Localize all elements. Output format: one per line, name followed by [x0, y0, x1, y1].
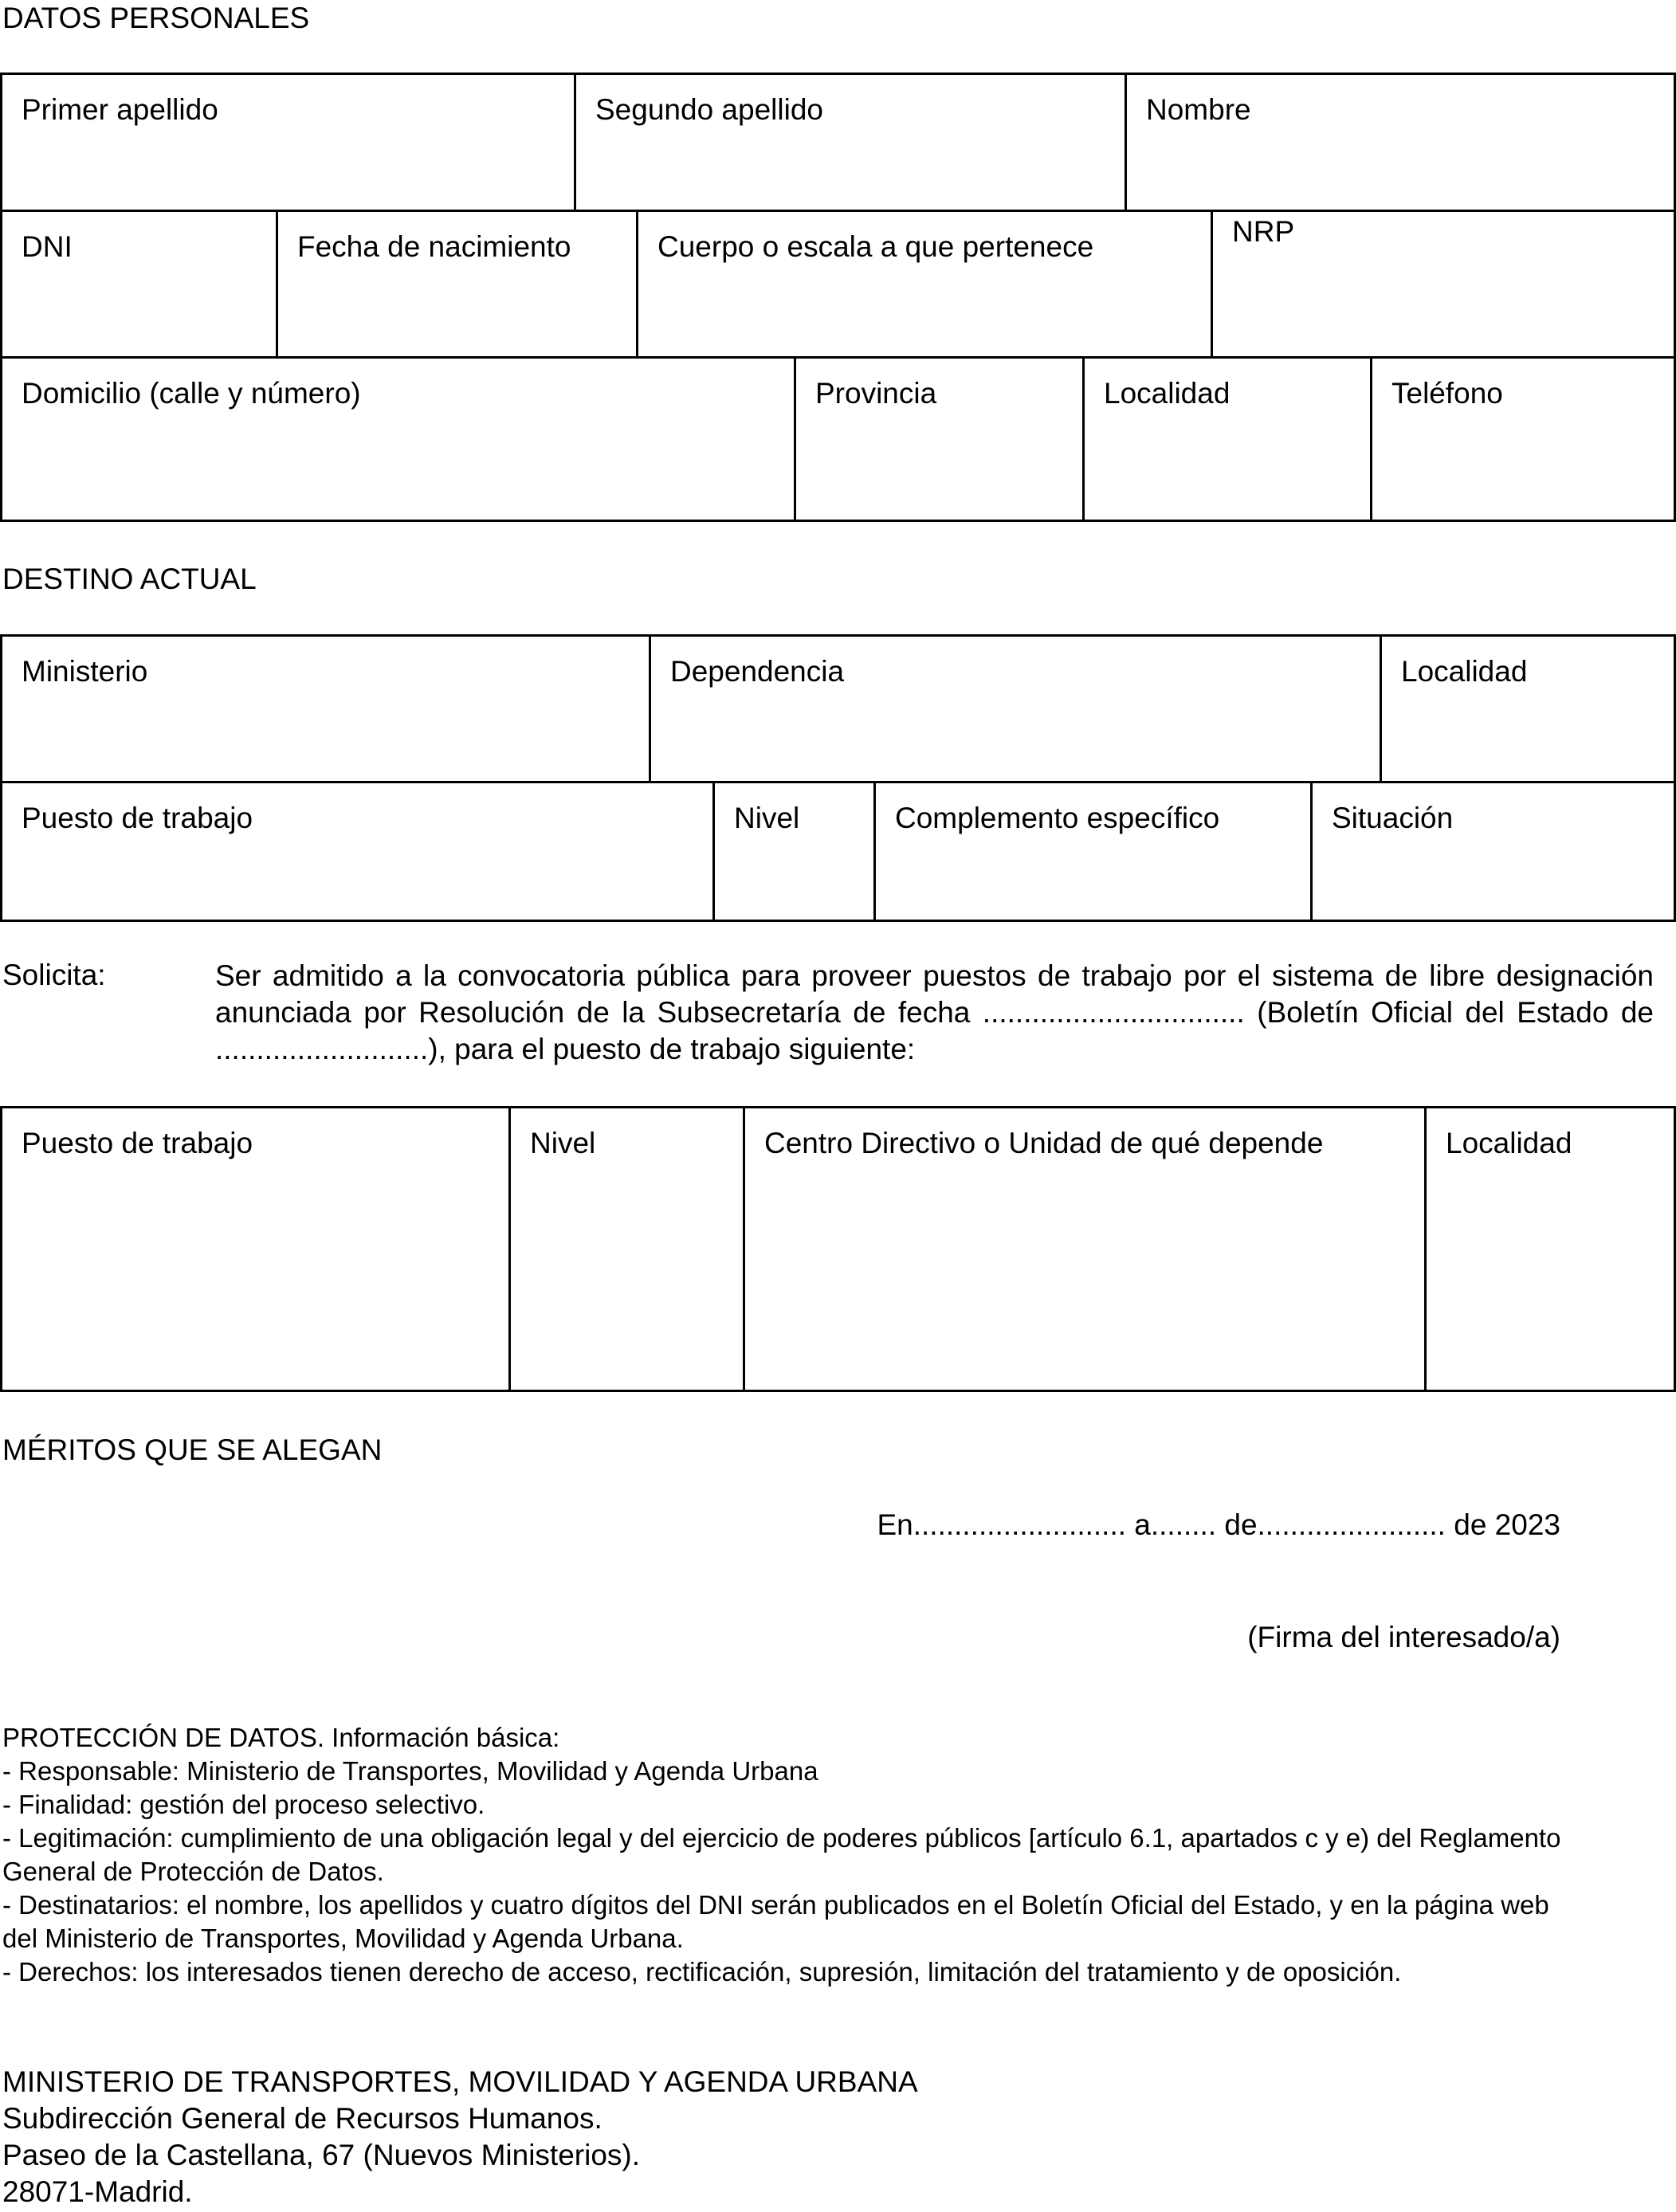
footer-ministerio: MINISTERIO DE TRANSPORTES, MOVILIDAD Y AGENDA URBANA	[2, 2065, 918, 2098]
field-puesto-trabajo-actual[interactable]: Puesto de trabajo	[22, 802, 253, 834]
field-localidad-destino[interactable]: Localidad	[1380, 637, 1676, 783]
solicita-label: Solicita:	[2, 959, 106, 991]
field-centro-directivo[interactable]: Centro Directivo o Unidad de qué depende	[743, 1108, 1424, 1390]
field-domicilio[interactable]: Domicilio (calle y número)	[22, 377, 361, 410]
proteccion-datos-legitimacion: - Legitimación: cumplimiento de una obligación legal y del ejercicio de poderes públicos [artículo 6.1, apartados c y e) del Reglamento General de Protección de Datos.	[2, 1823, 1561, 1886]
field-nrp[interactable]: NRP	[1211, 212, 1676, 359]
footer-codigo-postal: 28071-Madrid.	[2, 2175, 193, 2208]
section-title-meritos: MÉRITOS QUE SE ALEGAN	[2, 1433, 383, 1466]
solicita-text: Ser admitido a la convocatoria pública para proveer puestos de trabajo por el sistema de libre designación anunciada por Resolución de la Subsecretaría de fecha ................................ (Boletín Oficial del Estado de ..........................), para el puesto de trabajo siguiente:	[215, 959, 1654, 1065]
field-ministerio[interactable]: Ministerio	[22, 655, 148, 688]
field-localidad-solicitada[interactable]: Localidad	[1424, 1108, 1676, 1390]
field-dni[interactable]: DNI	[22, 230, 73, 263]
proteccion-datos-destinatarios: - Destinatarios: el nombre, los apellidos y cuatro dígitos del DNI serán publicados en el Boletín Oficial del Estado, y en la página web del Ministerio de Transportes, Movilidad y Agenda Urbana.	[2, 1890, 1549, 1953]
field-situacion[interactable]: Situación	[1310, 783, 1676, 920]
field-puesto-trabajo-solicitado[interactable]: Puesto de trabajo	[22, 1127, 253, 1159]
field-localidad[interactable]: Localidad	[1082, 359, 1370, 520]
field-fecha-nacimiento[interactable]: Fecha de nacimiento	[276, 212, 636, 359]
footer-direccion: Paseo de la Castellana, 67 (Nuevos Ministerios).	[2, 2139, 640, 2171]
section-title-destino-actual: DESTINO ACTUAL	[2, 563, 257, 595]
field-nivel-actual[interactable]: Nivel	[712, 783, 873, 920]
proteccion-datos-finalidad: - Finalidad: gestión del proceso selectivo.	[2, 1790, 485, 1819]
proteccion-datos	[2, 1721, 1580, 1989]
footer-subdireccion: Subdirección General de Recursos Humanos.	[2, 2102, 602, 2135]
field-dependencia[interactable]: Dependencia	[649, 637, 1380, 783]
puesto-solicitado-table	[0, 1106, 1676, 1392]
firma-interesado: (Firma del interesado/a)	[1247, 1621, 1560, 1653]
proteccion-datos-responsable: - Responsable: Ministerio de Transportes, Movilidad y Agenda Urbana	[2, 1756, 818, 1786]
proteccion-datos-title: PROTECCIÓN DE DATOS. Información básica:	[2, 1723, 560, 1752]
footer-address	[2, 2064, 918, 2210]
field-cuerpo-escala[interactable]: Cuerpo o escala a que pertenece	[636, 212, 1211, 359]
field-nombre[interactable]: Nombre	[1125, 75, 1676, 212]
fecha-lugar: En.......................... a........ de....................... de 2023	[877, 1508, 1560, 1541]
field-primer-apellido[interactable]: Primer apellido	[22, 93, 218, 126]
datos-personales-table	[0, 73, 1676, 522]
field-complemento-especifico[interactable]: Complemento específico	[873, 783, 1310, 920]
field-telefono[interactable]: Teléfono	[1370, 359, 1676, 520]
destino-actual-table	[0, 634, 1676, 922]
field-segundo-apellido[interactable]: Segundo apellido	[574, 75, 1125, 212]
proteccion-datos-derechos: - Derechos: los interesados tienen derecho de acceso, rectificación, supresión, limitación del tratamiento y de oposición.	[2, 1957, 1402, 1986]
section-title-datos-personales: DATOS PERSONALES	[2, 2, 310, 34]
field-provincia[interactable]: Provincia	[794, 359, 1082, 520]
field-nivel-solicitado[interactable]: Nivel	[508, 1108, 743, 1390]
